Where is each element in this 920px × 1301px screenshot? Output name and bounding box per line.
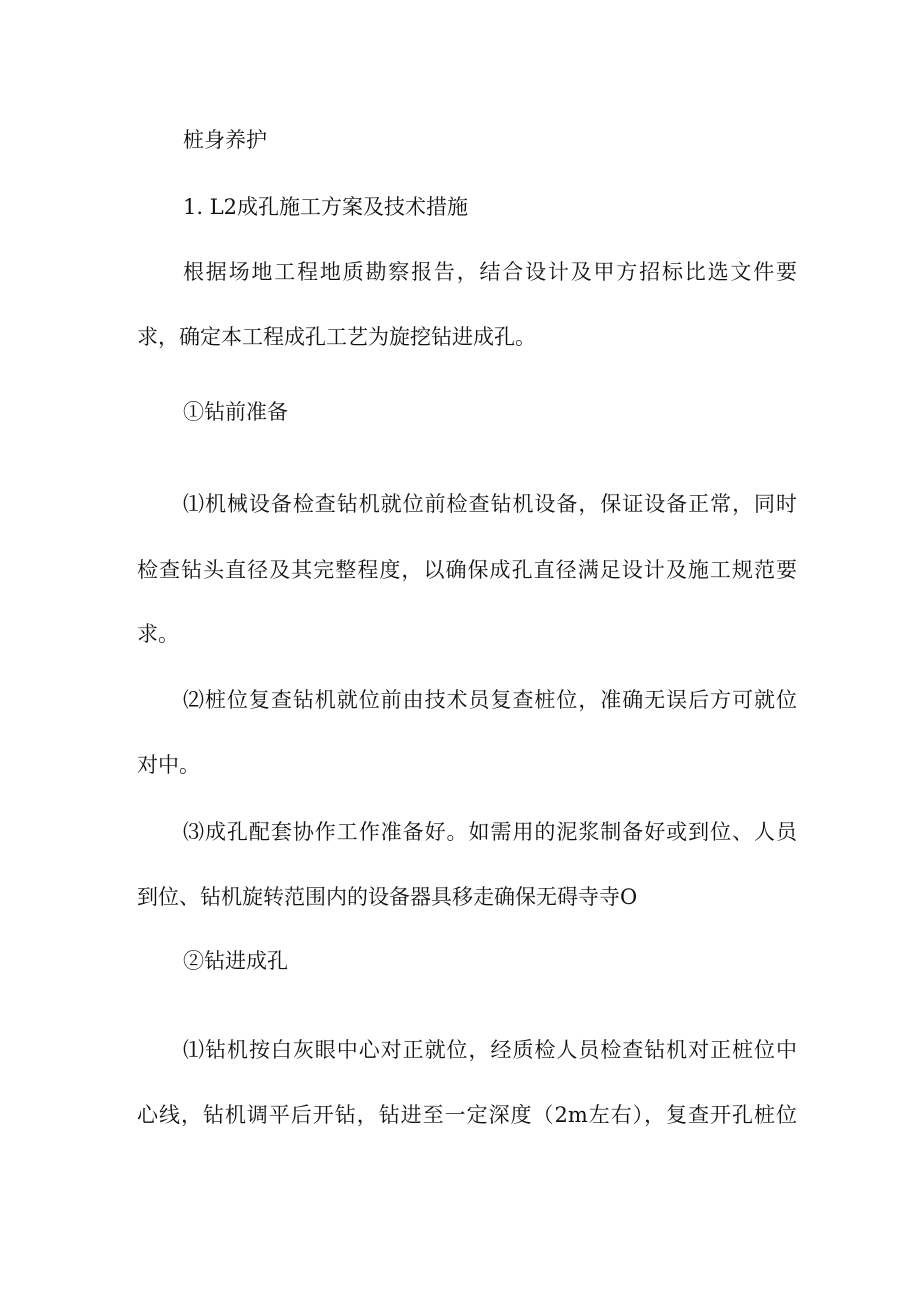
subsection-heading: 1. L2成孔施工方案及技术措施 xyxy=(183,195,469,219)
section-heading: 桩身养护 xyxy=(183,128,267,152)
paragraph-line: ⑴机械设备检查钻机就位前检查钻机设备，保证设备正常，同时 xyxy=(183,492,797,516)
step-heading: ②钻进成孔 xyxy=(183,949,288,973)
paragraph-line: 对中。 xyxy=(137,753,200,777)
paragraph-line: 到位、钻机旋转范围内的设备器具移走确保无碍寺寺O xyxy=(137,885,638,909)
paragraph-line: ⑴钻机按白灰眼中心对正就位，经质检人员检查钻机对正桩位中 xyxy=(183,1038,797,1062)
step-heading: ①钻前准备 xyxy=(183,400,288,424)
paragraph-line: ⑶成孔配套协作工作准备好。如需用的泥浆制备好或到位、人员 xyxy=(183,820,797,844)
paragraph-line: 求，确定本工程成孔工艺为旋挖钻进成孔。 xyxy=(137,325,536,349)
paragraph-line: 根据场地工程地质勘察报告，结合设计及甲方招标比选文件要 xyxy=(183,260,797,284)
paragraph-line: 求。 xyxy=(137,622,179,646)
paragraph-line: 心线，钻机调平后开钻，钻进至一定深度（2m左右），复查开孔桩位 xyxy=(137,1103,797,1127)
paragraph-line: ⑵桩位复查钻机就位前由技术员复查桩位，准确无误后方可就位 xyxy=(183,688,797,712)
paragraph-line: 检查钻头直径及其完整程度，以确保成孔直径满足设计及施工规范要 xyxy=(137,558,797,582)
